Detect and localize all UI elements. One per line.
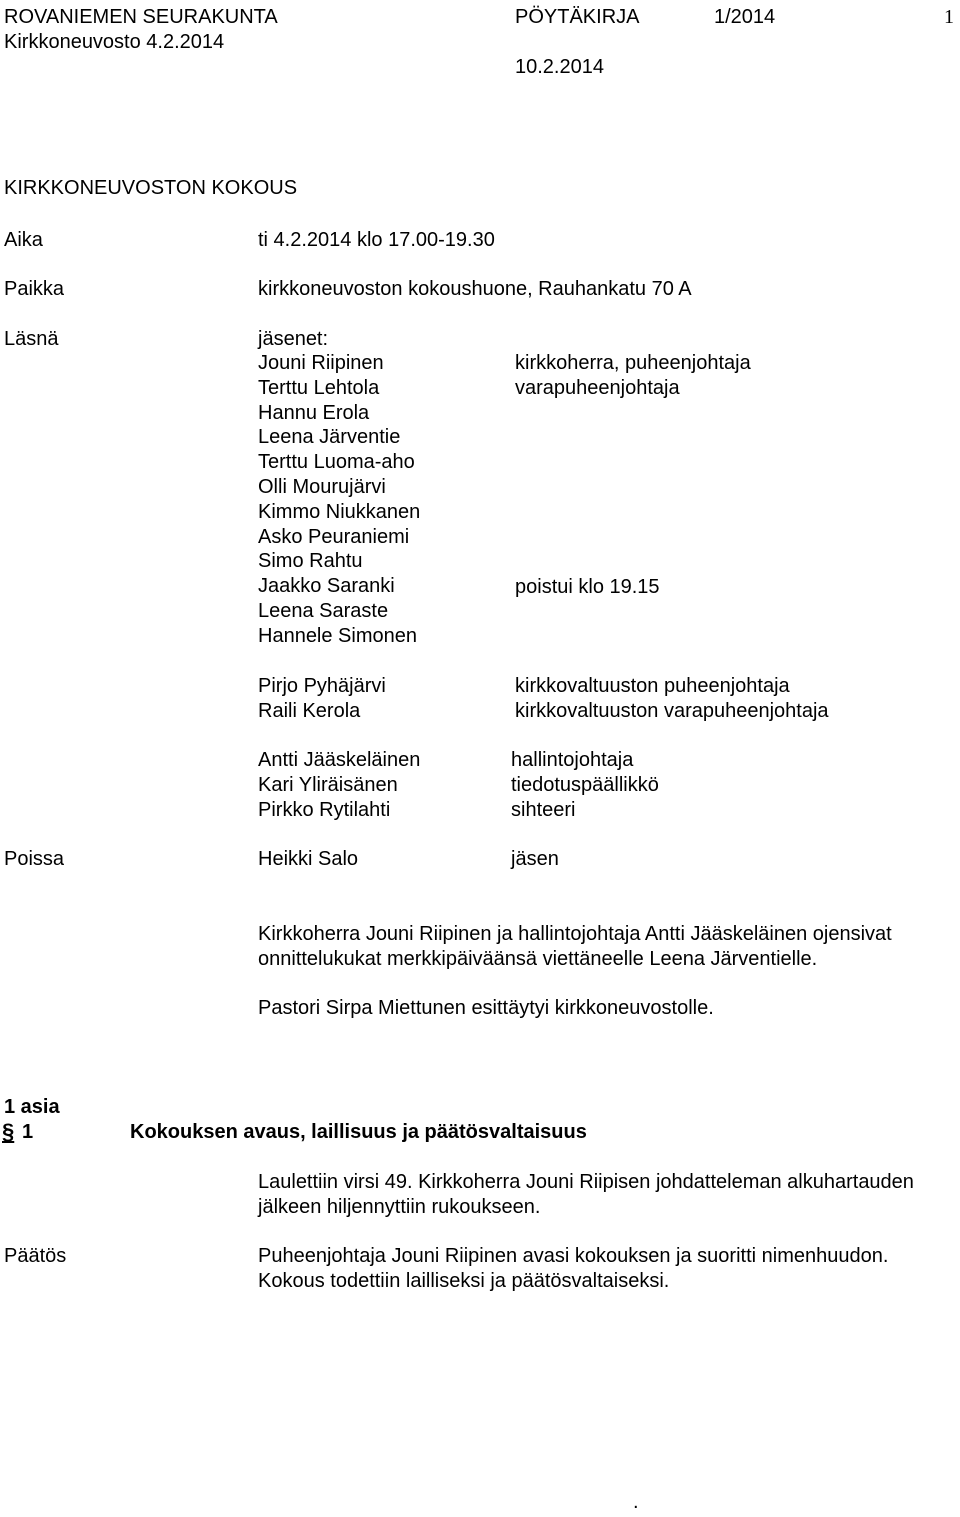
member-name: Terttu Luoma-aho [258, 451, 415, 474]
council-role: kirkkovaltuuston varapuheenjohtaja [515, 699, 829, 722]
member-name: Kimmo Niukkanen [258, 500, 421, 523]
paikka-label: Paikka [4, 278, 65, 300]
item-text: Laulettiin virsi 49. Kirkkoherra Jouni Riipisen johdatteleman alkuhartauden jälkeen hiljennyttiin rukoukseen. [258, 1171, 914, 1218]
member-name: Jaakko Saranki [258, 575, 395, 598]
header-meeting-ref: Kirkkoneuvosto 4.2.2014 [4, 31, 225, 53]
decision-text: Puheenjohtaja Jouni Riipinen avasi kokouksen ja suoritti nimenhuudon. Kokous todettiin lailliseksi ja päätösvaltaiseksi. [258, 1245, 889, 1292]
note-paragraph: Kirkkoherra Jouni Riipinen ja hallintojohtaja Antti Jääskeläinen ojensivat onnittelukukat merkkipäiväänsä viettäneelle Leena Järventielle. [258, 923, 892, 970]
header-org: ROVANIEMEN SEURAKUNTA [4, 6, 278, 28]
member-name: Terttu Lehtola [258, 376, 380, 399]
member-role: kirkkoherra, puheenjohtaja [515, 352, 751, 374]
member-name: Leena Järventie [258, 426, 401, 449]
poissa-label: Poissa [4, 848, 65, 870]
council-name: Pirjo Pyhäjärvi [258, 675, 386, 697]
item-title: Kokouksen avaus, laillisuus ja päätösvaltaisuus [130, 1121, 587, 1143]
page-title: KIRKKONEUVOSTON KOKOUS [4, 177, 298, 199]
official-role: hallintojohtaja [511, 749, 634, 771]
section-symbol: § [2, 1119, 15, 1144]
member-role: varapuheenjohtaja [515, 377, 680, 399]
aika-label: Aika [4, 229, 43, 251]
members-list [258, 351, 420, 649]
item-number: 1 [22, 1121, 34, 1143]
officials-list [258, 748, 420, 822]
member-name: Leena Saraste [258, 599, 389, 622]
member-name: Asko Peuraniemi [258, 525, 410, 548]
member-name: Olli Mourujärvi [258, 475, 386, 498]
official-role: sihteeri [511, 798, 576, 821]
member-name: Hannele Simonen [258, 624, 417, 647]
footer-mark: . [633, 1491, 639, 1513]
lasna-label: Läsnä [4, 328, 59, 350]
member-name: Jouni Riipinen [258, 352, 384, 374]
header-date: 10.2.2014 [515, 56, 604, 78]
item-asia-label: 1 asia [4, 1096, 60, 1118]
paikka-value: kirkkoneuvoston kokoushuone, Rauhankatu 70 A [258, 278, 692, 300]
header-doc-type: PÖYTÄKIRJA [515, 6, 640, 28]
official-name: Kari Yliräisänen [258, 773, 398, 796]
council-list [258, 674, 386, 724]
member-name: Simo Rahtu [258, 550, 363, 573]
official-name: Antti Jääskeläinen [258, 749, 421, 771]
member-name: Hannu Erola [258, 401, 370, 424]
header-doc-number: 1/2014 [714, 6, 776, 28]
poissa-name: Heikki Salo [258, 848, 359, 870]
official-roles [511, 748, 659, 822]
aika-value: ti 4.2.2014 klo 17.00-19.30 [258, 229, 495, 251]
council-role: kirkkovaltuuston puheenjohtaja [515, 675, 790, 697]
council-name: Raili Kerola [258, 699, 361, 722]
decision-label: Päätös [4, 1245, 67, 1267]
council-roles [515, 674, 829, 724]
member-role: poistui klo 19.15 [515, 576, 660, 598]
poissa-role: jäsen [511, 848, 559, 870]
official-role: tiedotuspäällikkö [511, 773, 659, 796]
page-number: 1 [944, 6, 954, 28]
note-paragraph: Pastori Sirpa Miettunen esittäytyi kirkkoneuvostolle. [258, 997, 714, 1019]
official-name: Pirkko Rytilahti [258, 798, 391, 821]
members-heading: jäsenet: [258, 328, 329, 350]
